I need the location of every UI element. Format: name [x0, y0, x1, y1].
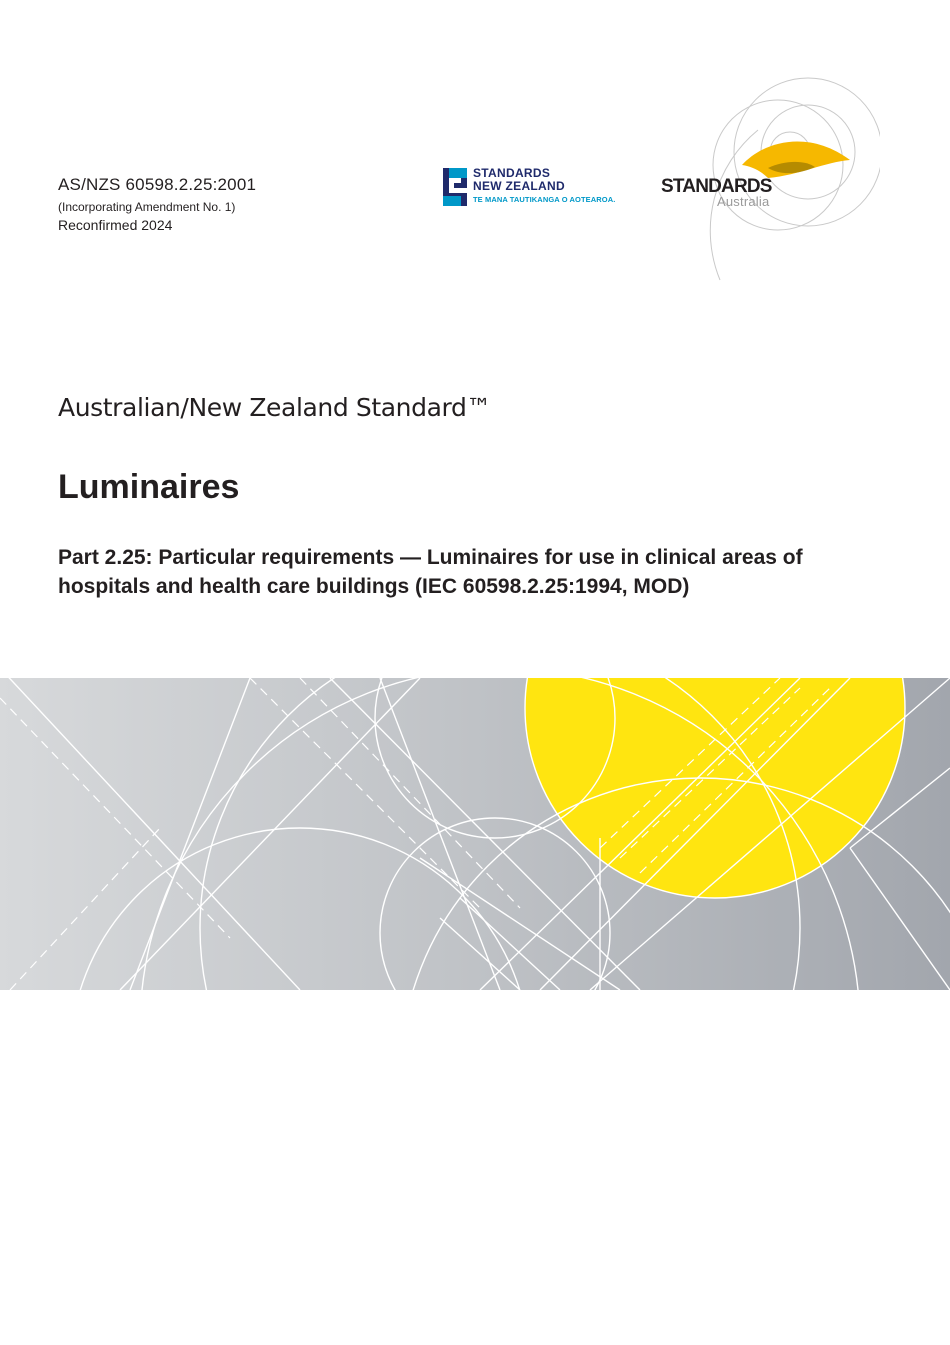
reconfirmed-note: Reconfirmed 2024	[58, 217, 173, 233]
snz-mark-icon	[443, 168, 467, 206]
decorative-banner	[0, 678, 950, 990]
standards-new-zealand-logo	[443, 166, 616, 208]
document-id: AS/NZS 60598.2.25:2001	[58, 175, 257, 194]
document-subtitle: Part 2.25: Particular requirements — Luminaires for use in clinical areas of hospitals and health care buildings (IEC 60598.2.25:1994, MOD)	[58, 546, 803, 598]
standard-type: Australian/New Zealand Standard™	[58, 393, 492, 422]
snz-logo-line1: STANDARDS	[473, 166, 551, 180]
sa-logo-sub: Australia	[717, 194, 770, 209]
snz-logo-line3: TE MANA TAUTIKANGA O AOTEAROA.	[473, 195, 616, 204]
sa-logo-word: STANDARDS	[661, 176, 772, 197]
amendment-note: (Incorporating Amendment No. 1)	[58, 200, 236, 214]
document-title: Luminaires	[58, 468, 240, 506]
snz-logo-line2: NEW ZEALAND	[473, 179, 565, 193]
